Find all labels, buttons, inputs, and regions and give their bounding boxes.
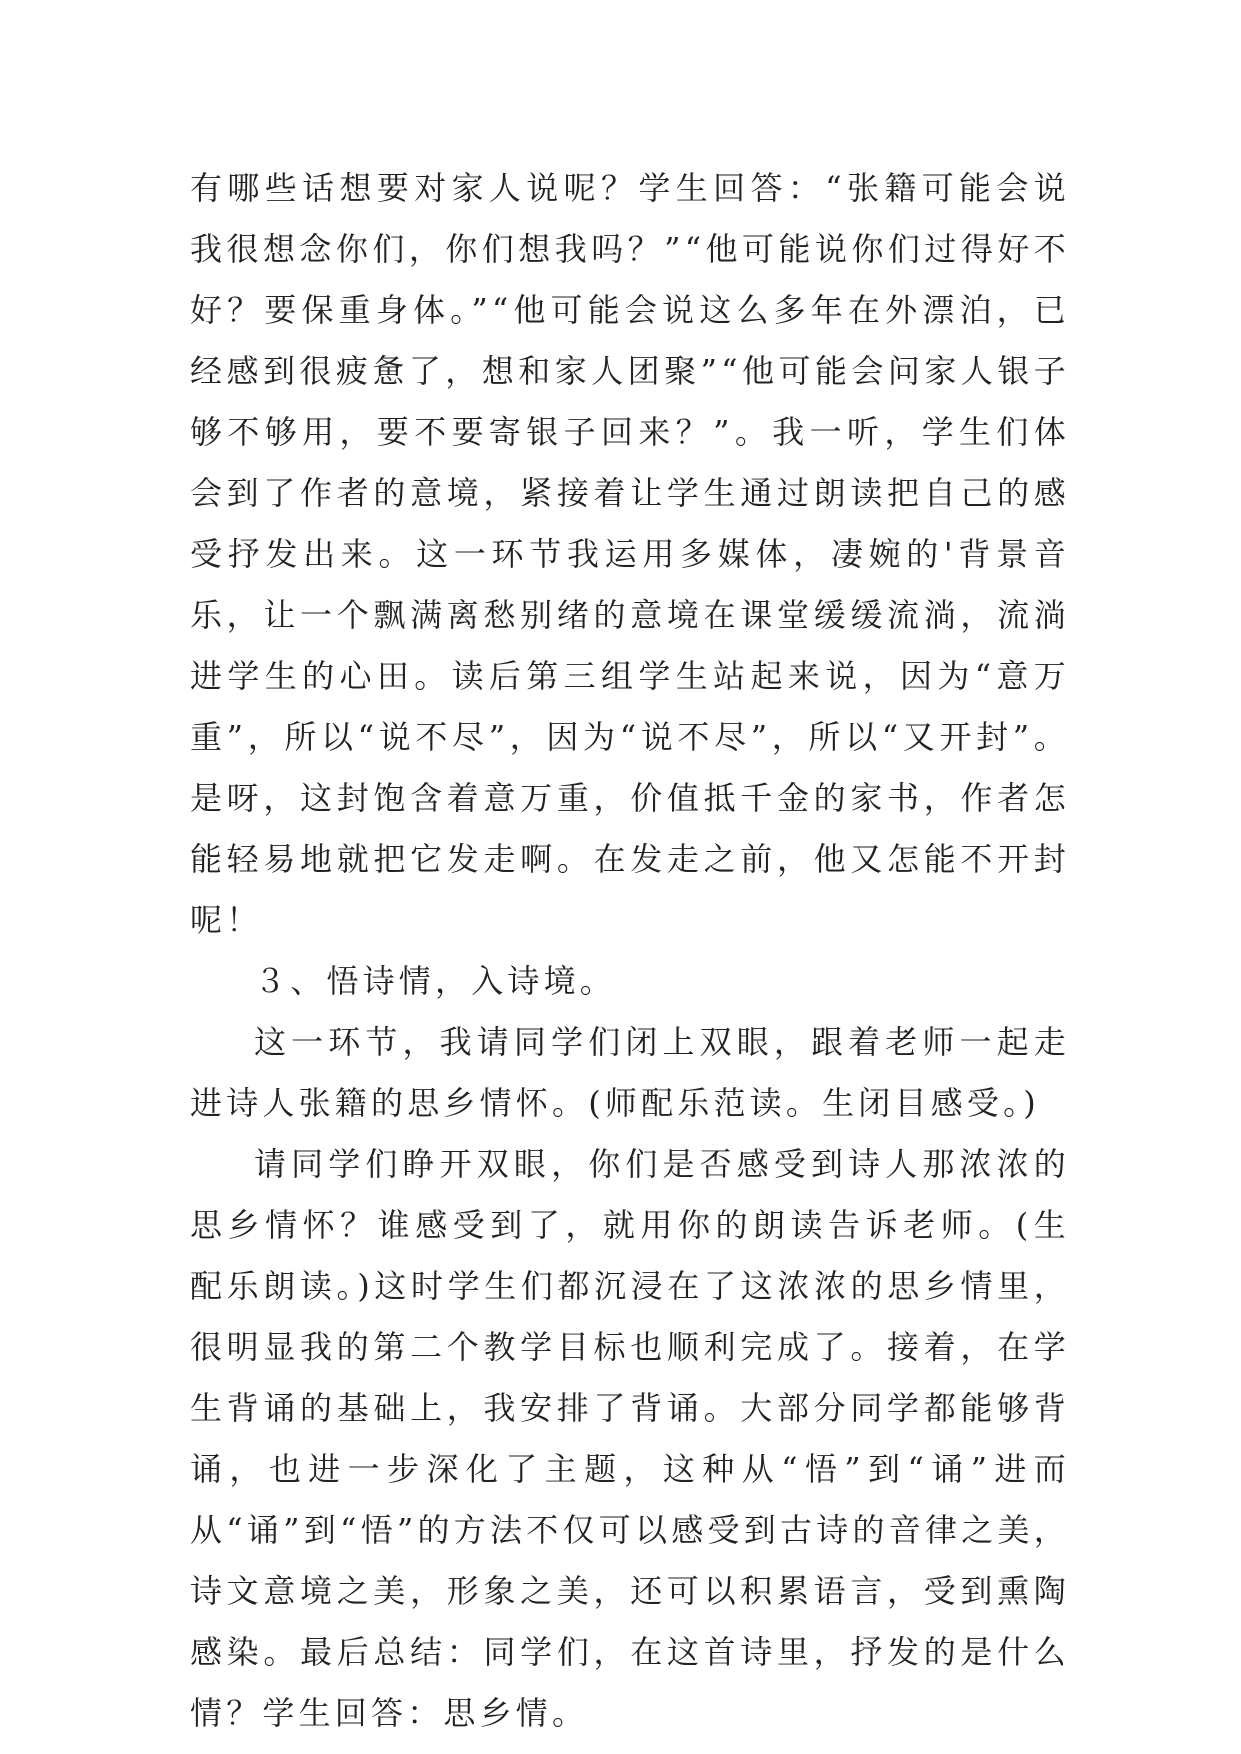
paragraph-1: 有哪些话想要对家人说呢？学生回答：“张籍可能会说我很想念你们，你们想我吗？”“他可能说你们过得好不好？要保重身体。”“他可能会说这么多年在外漂泊，已经感到很疲惫了，想和家人团聚”“他可能会问家人银子够不够用，要不要寄银子回来？”。我一听，学生们体会到了作者的意境，紧接着让学生通过朗读把自己的感受抒发出来。这一环节我运用多媒体，凄婉的'背景音乐，让一个飘满离愁别绪的意境在课堂缓缓流淌，流淌进学生的心田。读后第三组学生站起来说，因为“意万重”，所以“说不尽”，因为“说不尽”，所以“又开封”。是呀，这封饱含着意万重，价值抵千金的家书，作者怎能轻易地就把它发走啊。在发走之前，他又怎能不开封呢！ bbox=[190, 169, 1070, 939]
document-body bbox=[190, 158, 1070, 1744]
paragraph-2: 这一环节，我请同学们闭上双眼，跟着老师一起走进诗人张籍的思乡情怀。(师配乐范读。生闭目感受。) bbox=[190, 1023, 1070, 1122]
section-heading: ３、悟诗情，入诗境。 bbox=[254, 962, 617, 1000]
paragraph-3: 请同学们睁开双眼，你们是否感受到诗人那浓浓的思乡情怀？谁感受到了，就用你的朗读告诉老师。(生配乐朗读。)这时学生们都沉浸在了这浓浓的思乡情里，很明显我的第二个教学目标也顺利完成了。接着，在学生背诵的基础上，我安排了背诵。大部分同学都能够背诵，也进一步深化了主题，这种从“悟”到“诵”进而从“诵”到“悟”的方法不仅可以感受到古诗的音律之美，诗文意境之美，形象之美，还可以积累语言，受到熏陶感染。最后总结：同学们，在这首诗里，抒发的是什么情？学生回答：思乡情。 bbox=[190, 1145, 1070, 1732]
